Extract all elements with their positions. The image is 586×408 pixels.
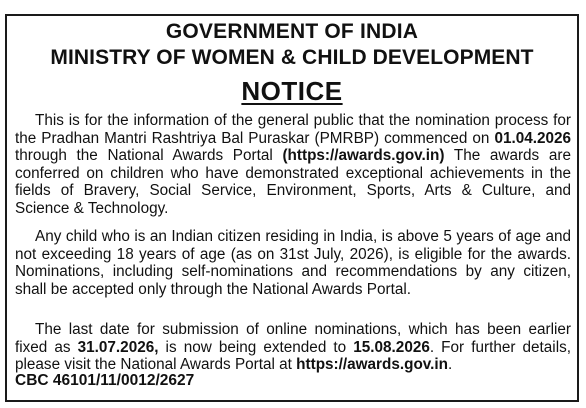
start-date: 01.04.2026: [494, 129, 571, 147]
p1-text-2: through the National Awards Portal: [15, 147, 283, 165]
p1-text-3: The awards are conferred on children who have demonstrated exceptional achievements in the fields of Bravery, Social Service, Environment, Sports, Arts & Culture, and Science & Technology.: [15, 147, 571, 217]
paragraph-deadline: [15, 321, 571, 374]
p2-text: Any child who is an Indian citizen residing in India, is above 5 years of age and not exceeding 18 years of age (as on 31st July, 2026), is eligible for the awards. Nominations, including self-nominations and recommendations by any citizen, shall be accepted only through the National Awards Portal.: [15, 228, 571, 298]
paragraph-eligibility: [15, 228, 571, 298]
p3-text-1: The last date for submission of online nominations, which has been earlier fixed as: [15, 321, 571, 356]
p3-text-2: is now being extended to: [158, 338, 354, 356]
old-deadline: 31.07.2026,: [77, 338, 159, 356]
notice-box: [5, 14, 579, 402]
notice-title: [7, 76, 577, 107]
new-deadline: 15.08.2026: [353, 338, 430, 356]
notice-title-text: NOTICE: [241, 76, 343, 106]
cbc-code: CBC 46101/11/0012/2627: [15, 372, 195, 389]
ministry-heading: MINISTRY OF WOMEN & CHILD DEVELOPMENT: [50, 46, 534, 69]
paragraph-nomination-process: [15, 112, 571, 218]
p3-text-4: .: [448, 356, 453, 374]
portal-link-2[interactable]: https://awards.gov.in: [296, 356, 449, 374]
p3-text-3: . For further details, please visit the National Awards Portal at: [15, 338, 571, 374]
portal-link-1[interactable]: (https://awards.gov.in): [282, 147, 445, 165]
p1-text-1: This is for the information of the general public that the nomination process for the Pradhan Mantri Rashtriya Bal Puraskar (PMRBP) commenced on: [15, 112, 571, 147]
government-heading: GOVERNMENT OF INDIA: [165, 20, 419, 43]
